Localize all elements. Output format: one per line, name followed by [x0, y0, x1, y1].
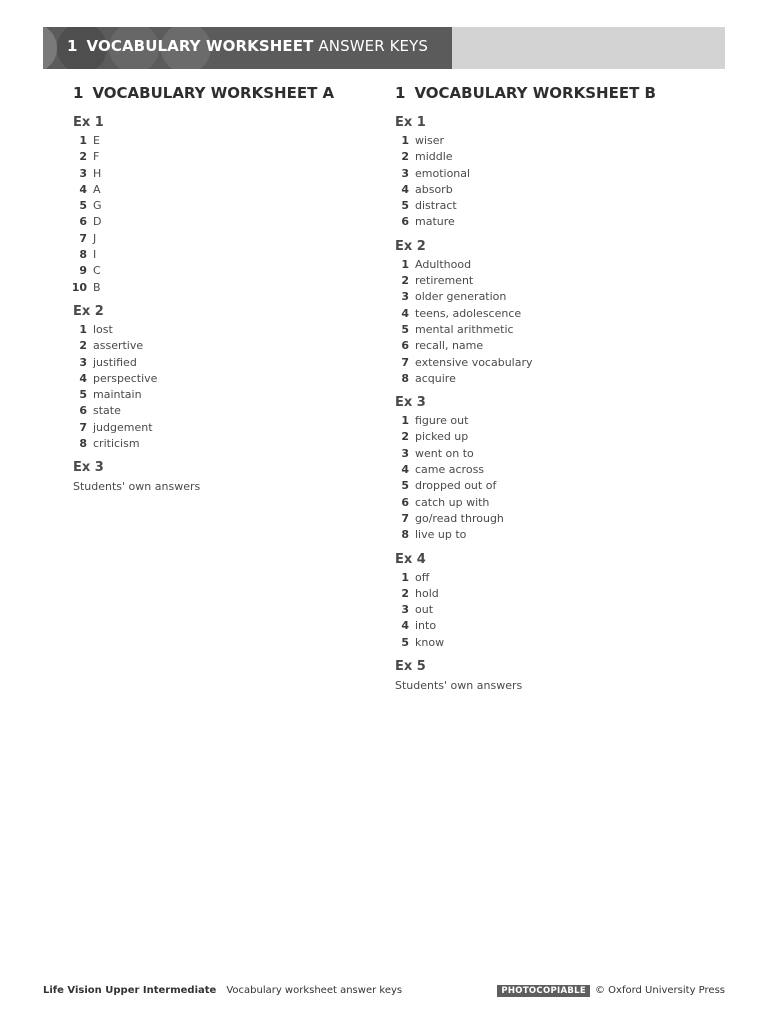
answer-text: go/read through: [415, 511, 504, 525]
answer-item: [395, 446, 695, 462]
answer-text: D: [93, 215, 102, 229]
answer-item: [73, 149, 363, 165]
answer-number: 4: [401, 306, 409, 320]
answer-item: [73, 436, 363, 452]
answer-text: assertive: [93, 339, 144, 353]
answer-text: judgement: [93, 420, 153, 434]
answer-item: [395, 586, 695, 602]
answer-text: Adulthood: [415, 257, 472, 271]
worksheet-b-column: [395, 82, 695, 695]
answer-text: state: [93, 404, 121, 418]
answer-item: [73, 198, 363, 214]
page-footer: [43, 983, 725, 1001]
answer-number: 1: [79, 134, 87, 147]
answer-item: [395, 214, 695, 230]
answer-number: 10: [71, 280, 87, 294]
answer-text: maintain: [93, 388, 142, 402]
page-title: [67, 37, 428, 55]
worksheet-a-column: [73, 82, 363, 496]
answer-number: 1: [401, 134, 409, 147]
answer-item: [73, 280, 363, 296]
answer-text: off: [415, 570, 430, 584]
answer-text: J: [93, 231, 97, 245]
answer-item: [73, 355, 363, 371]
worksheet-a-exercises: [73, 113, 363, 496]
answer-number: 3: [401, 290, 409, 304]
answer-item: [395, 355, 695, 371]
answer-number: 4: [79, 371, 87, 385]
answer-text: E: [93, 134, 100, 147]
answer-text: G: [93, 199, 102, 213]
answer-number: 2: [401, 274, 409, 288]
answer-number: 1: [401, 257, 409, 271]
answer-text: dropped out of: [415, 479, 497, 493]
answer-number: 3: [401, 446, 409, 460]
answer-text: B: [93, 280, 101, 294]
answer-item: [395, 371, 695, 387]
answer-item: [395, 618, 695, 634]
answer-text: recall, name: [415, 339, 484, 353]
answer-number: 3: [79, 166, 87, 180]
answer-number: 2: [401, 586, 409, 600]
answer-text: A: [93, 182, 101, 196]
answer-item: [395, 182, 695, 198]
answer-item: [73, 133, 363, 149]
answer-number: 7: [79, 420, 87, 434]
answer-item: [73, 231, 363, 247]
exercise-heading: Ex 3: [73, 460, 104, 476]
answer-text: picked up: [415, 430, 469, 444]
exercise-heading: Ex 2: [73, 303, 104, 319]
answer-list: [395, 133, 695, 231]
answer-item: [395, 338, 695, 354]
answer-number: 7: [401, 355, 409, 369]
exercise-heading: Ex 4: [395, 551, 426, 567]
answer-item: [395, 635, 695, 651]
answer-text: teens, adolescence: [415, 306, 522, 320]
exercise-heading: Ex 5: [395, 659, 426, 675]
answer-text: wiser: [415, 134, 445, 147]
answer-text: middle: [415, 150, 453, 164]
exercise-heading: Ex 3: [395, 395, 426, 411]
answer-item: [73, 387, 363, 403]
answer-item: [395, 257, 695, 273]
answer-item: [395, 429, 695, 445]
answer-text: know: [415, 635, 445, 649]
answer-number: 3: [401, 166, 409, 180]
answer-number: 2: [401, 150, 409, 164]
answer-item: [73, 371, 363, 387]
answer-item: [395, 602, 695, 618]
answer-list: [395, 413, 695, 543]
answer-number: 5: [79, 199, 87, 213]
answer-item: [73, 247, 363, 263]
answer-item: [73, 182, 363, 198]
answer-list: [395, 257, 695, 387]
answer-number: 1: [79, 322, 87, 336]
answer-item: [73, 214, 363, 230]
worksheet-a-title: 1 VOCABULARY WORKSHEET A: [73, 84, 335, 102]
answer-number: 2: [79, 339, 87, 353]
answer-item: [73, 420, 363, 436]
answer-number: 6: [79, 215, 87, 229]
answer-text: acquire: [415, 371, 456, 385]
answer-item: [395, 413, 695, 429]
answer-item: [395, 462, 695, 478]
answer-text: into: [415, 619, 437, 633]
answer-item: [73, 338, 363, 354]
answer-item: [395, 289, 695, 305]
answer-text: retirement: [415, 274, 474, 288]
footer-left: [43, 985, 402, 996]
answer-number: 2: [401, 430, 409, 444]
answer-number: 8: [401, 528, 409, 542]
answer-number: 2: [79, 150, 87, 164]
photocopiable-badge: PHOTOCOPIABLE: [497, 985, 590, 997]
answer-number: 1: [401, 414, 409, 428]
answer-number: 4: [401, 619, 409, 633]
worksheet-b-title: 1 VOCABULARY WORKSHEET B: [395, 84, 656, 102]
answer-text: justified: [93, 355, 137, 369]
answer-item: [73, 263, 363, 279]
copyright: © Oxford University Press: [594, 985, 725, 996]
answer-text: older generation: [415, 290, 507, 304]
answer-number: 5: [401, 322, 409, 336]
book-title: Life Vision Upper Intermediate: [43, 985, 217, 996]
footer-section: Vocabulary worksheet answer keys: [226, 985, 403, 996]
answer-number: 7: [401, 511, 409, 525]
answer-item: [395, 322, 695, 338]
answer-text: mental arithmetic: [415, 322, 514, 336]
answer-item: [395, 166, 695, 182]
unit-number: 1: [67, 37, 78, 55]
answer-number: 5: [401, 199, 409, 213]
answer-item: [73, 322, 363, 338]
answer-item: [73, 166, 363, 182]
answer-item: [73, 403, 363, 419]
answer-text: out: [415, 603, 434, 617]
answer-number: 5: [401, 479, 409, 493]
answer-number: 8: [79, 437, 87, 451]
exercise-note: Students' own answers: [73, 480, 201, 494]
answer-number: 8: [79, 248, 87, 262]
answer-text: lost: [93, 322, 113, 336]
answer-number: 6: [401, 215, 409, 229]
answer-number: 4: [401, 463, 409, 477]
answer-item: [395, 527, 695, 543]
answer-text: emotional: [415, 166, 471, 180]
answer-number: 3: [79, 355, 87, 369]
answer-item: [395, 149, 695, 165]
exercise-heading: Ex 1: [395, 115, 426, 130]
answer-number: 4: [79, 182, 87, 196]
answer-number: 3: [401, 603, 409, 617]
answer-item: [395, 306, 695, 322]
answer-number: 5: [79, 388, 87, 402]
answer-number: 6: [401, 495, 409, 509]
exercise-note: Students' own answers: [395, 679, 523, 693]
exercise-heading: Ex 2: [395, 238, 426, 254]
answer-text: distract: [415, 199, 457, 213]
answer-number: 4: [401, 182, 409, 196]
answer-number: 6: [401, 339, 409, 353]
answer-text: came across: [415, 463, 485, 477]
answer-list: [395, 570, 695, 651]
title-bold: VOCABULARY WORKSHEET: [86, 37, 314, 55]
answer-text: went on to: [415, 446, 474, 460]
answer-list: [73, 322, 363, 452]
answer-text: extensive vocabulary: [415, 355, 533, 369]
footer-right: [497, 985, 725, 997]
answer-item: [395, 198, 695, 214]
title-light: ANSWER KEYS: [318, 37, 429, 55]
answer-text: absorb: [415, 182, 453, 196]
answer-item: [395, 478, 695, 494]
answer-item: [395, 273, 695, 289]
header-band: [43, 27, 725, 69]
answer-text: figure out: [415, 414, 469, 428]
answer-text: mature: [415, 215, 455, 229]
exercise-heading: Ex 1: [73, 115, 104, 130]
answer-number: 8: [401, 371, 409, 385]
answer-item: [395, 133, 695, 149]
answer-text: I: [93, 248, 97, 262]
header-title-block: [43, 27, 452, 69]
answer-item: [395, 570, 695, 586]
answer-text: F: [93, 150, 100, 164]
answer-text: catch up with: [415, 495, 490, 509]
answer-number: 5: [401, 635, 409, 649]
answer-number: 1: [401, 570, 409, 584]
answer-number: 9: [79, 264, 87, 278]
answer-number: 7: [79, 231, 87, 245]
header-decoration-circle: [43, 27, 57, 69]
answer-list: [73, 133, 363, 296]
answer-text: hold: [415, 586, 439, 600]
answer-number: 6: [79, 404, 87, 418]
answer-text: H: [93, 166, 102, 180]
worksheet-b-exercises: [395, 113, 695, 695]
answer-text: criticism: [93, 437, 140, 451]
answer-item: [395, 495, 695, 511]
answer-text: perspective: [93, 371, 158, 385]
answer-item: [395, 511, 695, 527]
answer-text: live up to: [415, 528, 467, 542]
answer-text: C: [93, 264, 101, 278]
